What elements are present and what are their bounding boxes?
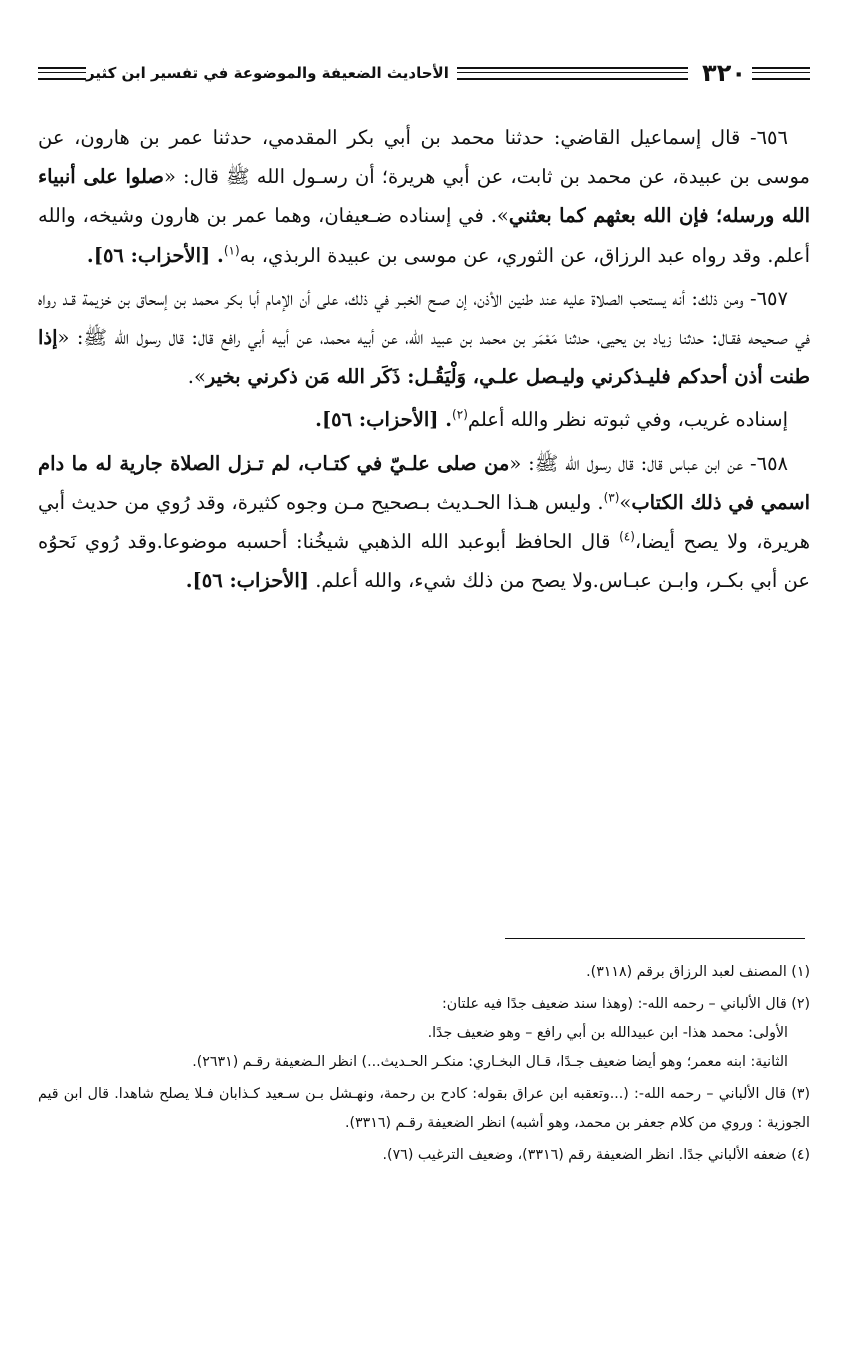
paragraph-656 — [38, 118, 810, 275]
p657b-text-a: إسناده غريب، وفي ثبوته نظر والله أعلم — [467, 408, 788, 432]
paragraph-658 — [38, 444, 810, 601]
footnote-ref-4[interactable]: (٤) — [619, 529, 635, 544]
main-text — [38, 118, 810, 604]
footnote-ref-3[interactable]: (٣) — [603, 490, 620, 505]
p657-text-a: ٦٥٧- ومن ذلك: أنه يستحب الصلاة عليه عند طنين الأذن، إن صـح الخبـر في ذلك، على أن الإمام أبا بكر محمد بن إسحاق بن خزيمة قـد رواه في صـحيحه فقـال: حدثنا زياد بن يحيى، حدثنا مَعْمَر بن محمد بن عبيد الله، عن أبيه محمد، عن أبيه أبي رافع قال: قال رسول الله ﷺ: « — [38, 286, 810, 350]
p656-text-a: ٦٥٦- قال إسماعيل القاضي: حدثنا محمد بن أبي بكر المقدمي، حدثنا عمر بن هارون، عن موسى بن عبيدة، عن محمد بن ثابت، عن أبي هريرة؛ أن رسـول الله ﷺ قال: « — [38, 126, 810, 189]
p657-hadith: إذا طنت أذن أحدكم فليـذكرني وليـصل علـي، وَلْيَقُـل: ذَكَر الله مَن ذكرني بخير — [38, 326, 810, 389]
footnote-2 — [38, 990, 810, 1077]
footnote-ref-1[interactable]: (١) — [223, 243, 240, 258]
p656-hadith: صلوا على أنبياء الله ورسله؛ فإن الله بعثهم كما بعثني — [38, 165, 810, 228]
p658-hadith: من صلى علـيّ في كتـاب، لم تـزل الصلاة جارية له ما دام اسمي في ذلك الكتاب — [38, 451, 810, 514]
header-rule-right — [752, 67, 810, 80]
p657b-text-b: . [الأحزاب: ٥٦]. — [315, 408, 453, 432]
paragraph-657-comment — [38, 400, 810, 439]
footnote-2-intro: (٢) قال الألباني – رحمه الله-: (وهذا سند ضعيف جدًا فيه علتان: — [442, 996, 810, 1012]
p657-text-b: ». — [187, 365, 206, 389]
footnote-1: (١) المصنف لعبد الرزاق برقم (٣١١٨). — [586, 964, 810, 980]
page-header — [38, 58, 810, 88]
p656-text-b: ». في إسناده ضـعيفان، وهما عمر بن هارون وشيخه، والله أعلم. وقد رواه عبد الرزاق، عن الثوري، عن موسى بن عبيدة الربذي، به — [38, 204, 810, 267]
footnote-2-second-cause: الثانية: ابنه معمر؛ وهو أيضا ضعيف جـدًا، قـال البخـاري: منكـر الحـديث...) انظر الـضعيفة رقـم (٢٦٣١). — [192, 1054, 788, 1070]
footnote-separator — [505, 938, 805, 939]
footnote-ref-2[interactable]: (٢) — [452, 407, 468, 422]
paragraph-657 — [38, 279, 810, 397]
p658-text-c: . وليس هـذا الحـديث بـصحيح مـن وجوه كثيرة، وقد رُوي من حديث أبي هريرة، ولا يصح أيضا، — [38, 490, 810, 554]
header-rule-middle — [457, 67, 688, 80]
p656-text-c: . [الأحزاب: ٥٦]. — [86, 243, 224, 267]
footnote-3: (٣) قال الألباني – رحمه الله-: (...وتعقبه ابن عراق بقوله: كادح بن رحمة، ونهـشل بـن سـعيد كـذابان فـلا يصلح شاهدا. قال ابن قيم الجوزية : وروي من كلام جعفر بن محمد، وهو أشبه) انظر الضعيفة رقـم (٣٣١٦). — [38, 1086, 810, 1131]
p658-text-d: قال الحافظ أبوعبد الله الذهبي شيخُنا: أحسبه موضوعا.وقد رُوي نَحوُه عن أبي بكـر، وابـن عبـاس.ولا يصح من ذلك شيء، والله أعلم. — [38, 530, 810, 593]
p658-text-b: » — [619, 490, 632, 514]
header-rule-left — [38, 67, 86, 80]
footnote-2-first-cause: الأولى: محمد هذا- ابن عبيدالله بن أبي رافع – وهو ضعيف جدًا. — [427, 1025, 788, 1041]
footnote-4: (٤) ضعفه الألباني جدًا. انظر الضعيفة رقم (٣٣١٦)، وضعيف الترغيب (٧٦). — [382, 1147, 810, 1163]
p658-text-e: [الأحزاب: ٥٦]. — [185, 569, 310, 593]
running-title: الأحاديث الضعيفة والموضوعة في تفسير ابن كثير — [86, 64, 449, 82]
page-number: ٣٢٠ — [702, 59, 746, 87]
footnotes — [38, 958, 810, 1173]
p658-text-a: ٦٥٨- عن ابن عباس قال: قال رسول الله ﷺ: « — [509, 451, 789, 475]
